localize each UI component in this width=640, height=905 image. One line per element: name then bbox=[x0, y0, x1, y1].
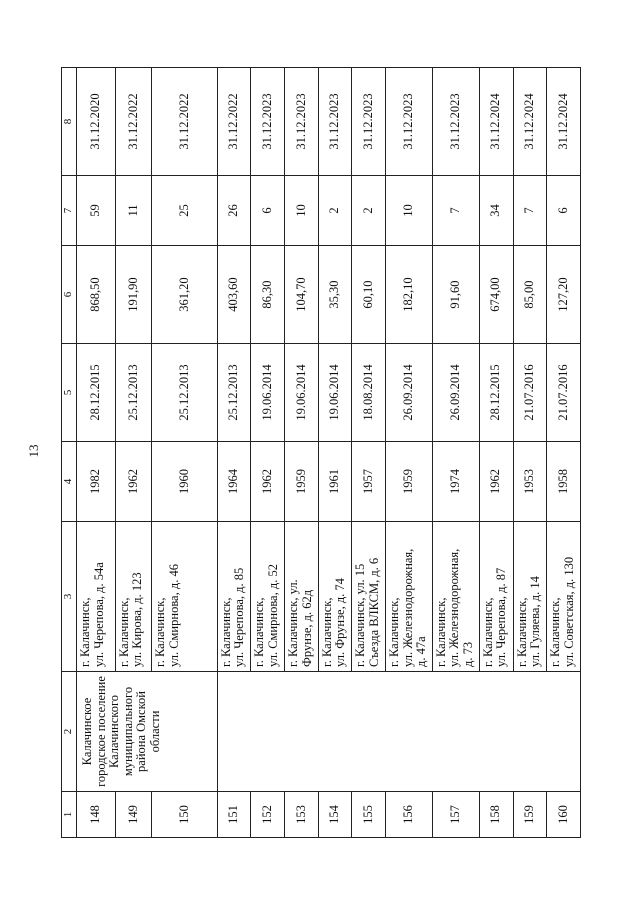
address-cell: г. Калачинск, ул. Черепова, д. 87 bbox=[479, 522, 513, 672]
row-number: 150 bbox=[152, 792, 217, 838]
address-cell: г. Калачинск, ул. Железнодорожная, д. 47а bbox=[386, 522, 433, 672]
year-cell: 1961 bbox=[318, 442, 352, 522]
area-cell: 127,20 bbox=[547, 246, 581, 344]
deadline-cell: 31.12.2024 bbox=[547, 68, 581, 176]
empty-settlement-cell bbox=[217, 672, 580, 792]
address-cell: г. Калачинск, ул. Фрунзе, д. 74 bbox=[318, 522, 352, 672]
count-cell: 59 bbox=[77, 176, 116, 246]
address-cell: г. Калачинск, ул. Смирнова, д. 52 bbox=[251, 522, 285, 672]
year-cell: 1953 bbox=[513, 442, 547, 522]
col-header: 4 bbox=[62, 442, 77, 522]
year-cell: 1962 bbox=[115, 442, 152, 522]
count-cell: 10 bbox=[285, 176, 319, 246]
deadline-cell: 31.12.2022 bbox=[152, 68, 217, 176]
deadline-cell: 31.12.2023 bbox=[251, 68, 285, 176]
row-number: 151 bbox=[217, 792, 251, 838]
col-header: 7 bbox=[62, 176, 77, 246]
date-cell: 19.06.2014 bbox=[251, 344, 285, 442]
housing-table bbox=[61, 67, 581, 838]
area-cell: 403,60 bbox=[217, 246, 251, 344]
count-cell: 6 bbox=[251, 176, 285, 246]
row-number: 159 bbox=[513, 792, 547, 838]
deadline-cell: 31.12.2023 bbox=[432, 68, 479, 176]
count-cell: 26 bbox=[217, 176, 251, 246]
count-cell: 6 bbox=[547, 176, 581, 246]
count-cell: 25 bbox=[152, 176, 217, 246]
row-number: 149 bbox=[115, 792, 152, 838]
area-cell: 104,70 bbox=[285, 246, 319, 344]
address-cell: г. Калачинск, ул. Черепова, д. 54а bbox=[77, 522, 116, 672]
year-cell: 1959 bbox=[386, 442, 433, 522]
address-cell: г. Калачинск, ул. 15 Съезда ВЛКСМ, д. 6 bbox=[352, 522, 386, 672]
row-number: 152 bbox=[251, 792, 285, 838]
deadline-cell: 31.12.2022 bbox=[115, 68, 152, 176]
deadline-cell: 31.12.2023 bbox=[285, 68, 319, 176]
year-cell: 1959 bbox=[285, 442, 319, 522]
deadline-cell: 31.12.2023 bbox=[386, 68, 433, 176]
count-cell: 34 bbox=[479, 176, 513, 246]
row-number: 148 bbox=[77, 792, 116, 838]
area-cell: 35,30 bbox=[318, 246, 352, 344]
date-cell: 25.12.2013 bbox=[217, 344, 251, 442]
date-cell: 28.12.2015 bbox=[77, 344, 116, 442]
rotated-table-wrapper bbox=[61, 68, 581, 838]
date-cell: 28.12.2015 bbox=[479, 344, 513, 442]
deadline-cell: 31.12.2023 bbox=[352, 68, 386, 176]
row-number: 158 bbox=[479, 792, 513, 838]
col-header: 6 bbox=[62, 246, 77, 344]
address-cell: г. Калачинск, ул. Смирнова, д. 46 bbox=[152, 522, 217, 672]
deadline-cell: 31.12.2023 bbox=[318, 68, 352, 176]
address-cell: г. Калачинск, ул. Черепова, д. 85 bbox=[217, 522, 251, 672]
address-cell: г. Калачинск, ул. Кирова, д. 123 bbox=[115, 522, 152, 672]
row-number: 157 bbox=[432, 792, 479, 838]
date-cell: 21.07.2016 bbox=[547, 344, 581, 442]
year-cell: 1962 bbox=[479, 442, 513, 522]
address-cell: г. Калачинск, ул. Фрунзе, д. 62д bbox=[285, 522, 319, 672]
address-cell: г. Калачинск, ул. Гуляева, д. 14 bbox=[513, 522, 547, 672]
year-cell: 1960 bbox=[152, 442, 217, 522]
deadline-cell: 31.12.2024 bbox=[479, 68, 513, 176]
row-number: 155 bbox=[352, 792, 386, 838]
area-cell: 361,20 bbox=[152, 246, 217, 344]
col-header: 5 bbox=[62, 344, 77, 442]
count-cell: 2 bbox=[352, 176, 386, 246]
year-cell: 1982 bbox=[77, 442, 116, 522]
area-cell: 86,30 bbox=[251, 246, 285, 344]
area-cell: 182,10 bbox=[386, 246, 433, 344]
address-cell: г. Калачинск, ул. Советская, д. 130 bbox=[547, 522, 581, 672]
area-cell: 868,50 bbox=[77, 246, 116, 344]
year-cell: 1974 bbox=[432, 442, 479, 522]
deadline-cell: 31.12.2024 bbox=[513, 68, 547, 176]
deadline-cell: 31.12.2022 bbox=[217, 68, 251, 176]
row-number: 156 bbox=[386, 792, 433, 838]
date-cell: 19.06.2014 bbox=[285, 344, 319, 442]
area-cell: 85,00 bbox=[513, 246, 547, 344]
address-cell: г. Калачинск, ул. Железнодорожная, д. 73 bbox=[432, 522, 479, 672]
year-cell: 1962 bbox=[251, 442, 285, 522]
year-cell: 1958 bbox=[547, 442, 581, 522]
col-header: 2 bbox=[62, 672, 77, 792]
deadline-cell: 31.12.2020 bbox=[77, 68, 116, 176]
count-cell: 2 bbox=[318, 176, 352, 246]
count-cell: 11 bbox=[115, 176, 152, 246]
page-number: 13 bbox=[26, 444, 41, 458]
col-header: 3 bbox=[62, 522, 77, 672]
date-cell: 25.12.2013 bbox=[152, 344, 217, 442]
count-cell: 10 bbox=[386, 176, 433, 246]
date-cell: 26.09.2014 bbox=[432, 344, 479, 442]
area-cell: 191,90 bbox=[115, 246, 152, 344]
date-cell: 26.09.2014 bbox=[386, 344, 433, 442]
table-row bbox=[217, 68, 251, 838]
settlement-cell: Калачинское городское поселение Калачинского муниципального района Омской области bbox=[77, 672, 218, 792]
count-cell: 7 bbox=[432, 176, 479, 246]
area-cell: 674,00 bbox=[479, 246, 513, 344]
row-number: 160 bbox=[547, 792, 581, 838]
column-number-row bbox=[62, 68, 77, 838]
area-cell: 91,60 bbox=[432, 246, 479, 344]
area-cell: 60,10 bbox=[352, 246, 386, 344]
col-header: 1 bbox=[62, 792, 77, 838]
year-cell: 1957 bbox=[352, 442, 386, 522]
date-cell: 25.12.2013 bbox=[115, 344, 152, 442]
date-cell: 18.08.2014 bbox=[352, 344, 386, 442]
row-number: 154 bbox=[318, 792, 352, 838]
date-cell: 19.06.2014 bbox=[318, 344, 352, 442]
row-number: 153 bbox=[285, 792, 319, 838]
count-cell: 7 bbox=[513, 176, 547, 246]
year-cell: 1964 bbox=[217, 442, 251, 522]
col-header: 8 bbox=[62, 68, 77, 176]
date-cell: 21.07.2016 bbox=[513, 344, 547, 442]
table-row bbox=[77, 68, 116, 838]
